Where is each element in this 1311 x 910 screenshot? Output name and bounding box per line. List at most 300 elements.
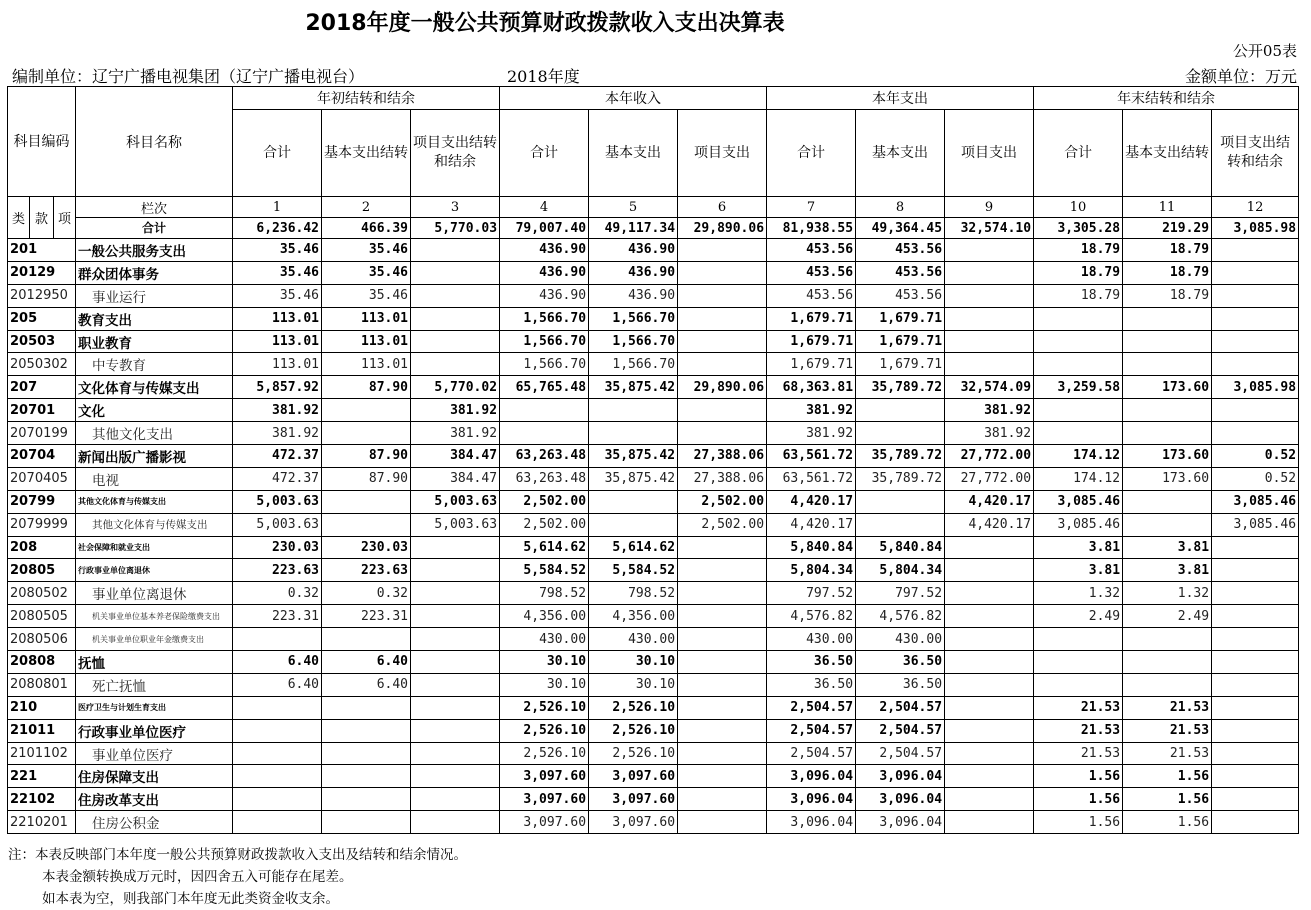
column-index: 12 [1212,197,1299,218]
total-cell: 79,007.40 [500,218,589,239]
amount-cell [1212,651,1299,674]
amount-cell [678,788,767,811]
header-sub: 合计 [1034,110,1123,197]
amount-cell: 0.52 [1212,467,1299,490]
amount-cell [945,536,1034,559]
amount-cell: 797.52 [856,582,945,605]
amount-cell: 3,085.46 [1034,490,1123,513]
amount-cell [678,673,767,696]
amount-cell: 453.56 [767,239,856,262]
amount-cell: 5,770.02 [411,376,500,399]
amount-cell [411,696,500,719]
amount-cell [1212,559,1299,582]
subject-name: 中专教育 [76,353,233,376]
amount-cell: 35,789.72 [856,445,945,468]
amount-cell: 1.56 [1123,811,1212,834]
subject-name: 死亡抚恤 [76,673,233,696]
amount-cell [589,422,678,445]
amount-cell: 174.12 [1034,445,1123,468]
column-index: 10 [1034,197,1123,218]
amount-cell [945,261,1034,284]
amount-cell: 2,502.00 [500,490,589,513]
amount-cell [411,788,500,811]
amount-cell: 174.12 [1034,467,1123,490]
amount-cell [678,559,767,582]
amount-cell [945,742,1034,765]
subject-name: 文化体育与传媒支出 [76,376,233,399]
amount-cell [1212,719,1299,742]
amount-cell [945,719,1034,742]
table-body [8,239,1299,834]
amount-cell: 2.49 [1034,605,1123,628]
amount-cell: 35,789.72 [856,376,945,399]
amount-cell [678,399,767,422]
amount-cell [322,490,411,513]
amount-cell: 30.10 [589,673,678,696]
amount-cell: 1.56 [1123,788,1212,811]
amount-cell [1123,490,1212,513]
amount-cell: 3,259.58 [1034,376,1123,399]
amount-cell: 4,420.17 [945,490,1034,513]
amount-cell: 68,363.81 [767,376,856,399]
amount-cell [233,788,322,811]
amount-cell: 2,504.57 [856,742,945,765]
amount-cell [1034,353,1123,376]
subject-code: 20805 [8,559,76,582]
amount-cell [411,765,500,788]
amount-cell: 36.50 [856,651,945,674]
amount-cell: 35.46 [233,239,322,262]
amount-cell: 381.92 [767,422,856,445]
column-index: 3 [411,197,500,218]
amount-cell: 1,679.71 [767,330,856,353]
table-row [8,696,1299,719]
amount-cell: 113.01 [233,330,322,353]
amount-cell [945,696,1034,719]
amount-cell: 5,614.62 [500,536,589,559]
amount-cell: 3,097.60 [589,765,678,788]
amount-cell [1123,422,1212,445]
amount-cell [322,628,411,651]
amount-cell: 3,096.04 [856,765,945,788]
amount-cell: 5,003.63 [233,513,322,536]
total-cell: 5,770.03 [411,218,500,239]
amount-cell: 1.32 [1123,582,1212,605]
amount-cell [1212,696,1299,719]
amount-cell: 430.00 [589,628,678,651]
amount-cell: 36.50 [856,673,945,696]
amount-cell: 18.79 [1034,284,1123,307]
subject-code: 210 [8,696,76,719]
amount-cell: 1.56 [1034,811,1123,834]
amount-cell: 4,576.82 [856,605,945,628]
amount-cell [945,330,1034,353]
total-cell: 49,364.45 [856,218,945,239]
column-index: 2 [322,197,411,218]
amount-cell [1212,261,1299,284]
amount-cell: 35,875.42 [589,467,678,490]
amount-cell [411,719,500,742]
table-row [8,239,1299,262]
amount-cell: 35.46 [322,284,411,307]
amount-cell: 384.47 [411,445,500,468]
total-cell: 6,236.42 [233,218,322,239]
amount-cell [411,742,500,765]
amount-cell [678,422,767,445]
amount-cell: 1,566.70 [500,353,589,376]
amount-cell: 2,526.10 [589,742,678,765]
footnote: 如本表为空，则我部门本年度无此类资金收支余。 [42,891,339,907]
subject-name: 其他文化支出 [76,422,233,445]
amount-cell [500,399,589,422]
amount-cell [1123,628,1212,651]
amount-cell [678,719,767,742]
amount-cell: 35,875.42 [589,445,678,468]
amount-cell [1034,651,1123,674]
table-row [8,399,1299,422]
amount-cell: 2,526.10 [500,719,589,742]
table-row [8,788,1299,811]
amount-cell: 430.00 [500,628,589,651]
amount-cell [233,811,322,834]
amount-cell: 3,097.60 [500,811,589,834]
subject-name: 事业运行 [76,284,233,307]
amount-cell [1212,765,1299,788]
footnotes [8,844,467,910]
subject-name: 一般公共服务支出 [76,239,233,262]
subject-name: 群众团体事务 [76,261,233,284]
amount-cell: 2,526.10 [589,696,678,719]
subject-code: 2079999 [8,513,76,536]
subject-name: 教育支出 [76,307,233,330]
amount-cell [945,582,1034,605]
amount-cell [411,284,500,307]
amount-cell [945,788,1034,811]
amount-cell: 6.40 [322,673,411,696]
amount-cell [1212,536,1299,559]
total-cell: 32,574.10 [945,218,1034,239]
amount-cell [678,696,767,719]
amount-cell: 436.90 [589,261,678,284]
header-sub: 合计 [233,110,322,197]
amount-cell [856,513,945,536]
form-number: 公开05表 [1232,42,1297,60]
total-cell: 3,305.28 [1034,218,1123,239]
amount-cell: 453.56 [856,261,945,284]
subject-name: 抚恤 [76,651,233,674]
amount-cell: 21.53 [1034,696,1123,719]
amount-cell: 4,420.17 [767,490,856,513]
amount-cell [678,239,767,262]
subject-code: 2210201 [8,811,76,834]
amount-cell [678,742,767,765]
amount-cell: 18.79 [1034,239,1123,262]
subject-code: 2070199 [8,422,76,445]
amount-cell [856,422,945,445]
amount-cell: 5,584.52 [589,559,678,582]
amount-cell: 2,504.57 [856,696,945,719]
header-sub: 合计 [500,110,589,197]
amount-cell: 4,356.00 [500,605,589,628]
amount-cell [1212,582,1299,605]
amount-cell: 381.92 [233,422,322,445]
amount-cell: 2,502.00 [500,513,589,536]
subject-name: 新闻出版广播影视 [76,445,233,468]
amount-cell: 223.31 [322,605,411,628]
amount-cell: 223.63 [322,559,411,582]
amount-cell: 0.52 [1212,445,1299,468]
column-index: 11 [1123,197,1212,218]
subject-code: 20503 [8,330,76,353]
amount-cell: 381.92 [233,399,322,422]
amount-cell [411,811,500,834]
amount-cell [411,536,500,559]
table-row [8,330,1299,353]
amount-cell [1034,399,1123,422]
amount-cell [322,788,411,811]
amount-cell [1212,239,1299,262]
amount-cell: 1,679.71 [767,353,856,376]
amount-cell [678,307,767,330]
subject-code: 2080505 [8,605,76,628]
amount-cell: 1,566.70 [589,307,678,330]
header-sub: 基本支出 [856,110,945,197]
subject-code: 2101102 [8,742,76,765]
amount-cell: 5,614.62 [589,536,678,559]
subject-code: 20704 [8,445,76,468]
amount-cell: 1,679.71 [856,330,945,353]
fiscal-year: 2018年度 [507,67,580,86]
amount-cell: 798.52 [500,582,589,605]
amount-cell: 2,504.57 [767,719,856,742]
subject-name: 行政事业单位医疗 [76,719,233,742]
amount-cell: 35.46 [233,261,322,284]
amount-cell: 3,096.04 [767,765,856,788]
header-sub: 合计 [767,110,856,197]
header-sub: 项目支出 [678,110,767,197]
amount-cell: 18.79 [1034,261,1123,284]
amount-cell [233,696,322,719]
amount-cell: 5,003.63 [233,490,322,513]
table-row [8,261,1299,284]
amount-cell: 384.47 [411,467,500,490]
amount-cell: 453.56 [767,284,856,307]
amount-cell: 113.01 [233,353,322,376]
amount-cell: 3.81 [1123,536,1212,559]
amount-cell [411,261,500,284]
amount-cell [678,353,767,376]
header-sub: 基本支出结转 [1123,110,1212,197]
column-index: 5 [589,197,678,218]
amount-cell [411,353,500,376]
amount-cell: 21.53 [1034,742,1123,765]
level-class: 类 [8,197,30,239]
amount-cell: 4,356.00 [589,605,678,628]
amount-cell: 3,097.60 [500,765,589,788]
amount-cell: 472.37 [233,445,322,468]
amount-cell: 35,875.42 [589,376,678,399]
amount-cell: 1,679.71 [856,307,945,330]
table-row [8,513,1299,536]
amount-cell [322,422,411,445]
subject-code: 205 [8,307,76,330]
subject-code: 22102 [8,788,76,811]
subject-name: 社会保障和就业支出 [76,536,233,559]
header-name: 科目名称 [76,87,233,197]
amount-cell [411,605,500,628]
subject-name: 机关事业单位职业年金缴费支出 [76,628,233,651]
amount-cell [945,559,1034,582]
subject-code: 2080506 [8,628,76,651]
amount-cell [1034,330,1123,353]
amount-cell: 5,804.34 [856,559,945,582]
header-group-opening: 年初结转和结余 [233,87,500,110]
amount-cell: 230.03 [322,536,411,559]
amount-cell: 2,502.00 [678,490,767,513]
header-code: 科目编码 [8,87,76,197]
amount-cell: 3.81 [1034,559,1123,582]
amount-cell [1123,353,1212,376]
subject-code: 201 [8,239,76,262]
amount-cell [678,330,767,353]
amount-cell [322,399,411,422]
amount-cell: 798.52 [589,582,678,605]
amount-cell [1212,788,1299,811]
amount-cell [678,605,767,628]
subject-code: 2080502 [8,582,76,605]
amount-cell [589,399,678,422]
amount-cell: 3,096.04 [767,788,856,811]
subject-code: 2080801 [8,673,76,696]
amount-cell: 3,097.60 [589,811,678,834]
amount-cell: 63,561.72 [767,445,856,468]
amount-cell [233,742,322,765]
amount-cell [945,307,1034,330]
table-row [8,628,1299,651]
amount-cell: 436.90 [589,284,678,307]
amount-cell: 6.40 [322,651,411,674]
reporting-unit: 编制单位：辽宁广播电视集团（辽宁广播电视台） [12,67,365,86]
header-sub: 基本支出结转 [322,110,411,197]
table-row [8,605,1299,628]
amount-cell: 5,003.63 [411,490,500,513]
subject-name: 行政事业单位离退休 [76,559,233,582]
header-sub: 项目支出 [945,110,1034,197]
subject-name: 职业教育 [76,330,233,353]
amount-cell: 430.00 [856,628,945,651]
amount-cell: 3,085.98 [1212,376,1299,399]
table-row [8,376,1299,399]
total-label: 合计 [76,218,233,239]
amount-cell [945,353,1034,376]
amount-cell [1123,330,1212,353]
amount-cell [945,673,1034,696]
subject-code: 2070405 [8,467,76,490]
amount-cell [1212,284,1299,307]
amount-cell [945,811,1034,834]
amount-cell: 18.79 [1123,284,1212,307]
amount-cell: 21.53 [1034,719,1123,742]
amount-cell [233,719,322,742]
amount-cell [1212,605,1299,628]
amount-cell: 173.60 [1123,445,1212,468]
amount-cell [1123,307,1212,330]
total-cell: 466.39 [322,218,411,239]
amount-cell: 381.92 [411,422,500,445]
amount-cell [1034,307,1123,330]
subject-name: 文化 [76,399,233,422]
table-row [8,582,1299,605]
column-index-label: 栏次 [76,197,233,218]
amount-cell [1034,422,1123,445]
amount-cell: 27,772.00 [945,445,1034,468]
amount-cell [945,605,1034,628]
amount-cell: 2,502.00 [678,513,767,536]
column-index: 6 [678,197,767,218]
table-row [8,422,1299,445]
amount-cell [322,811,411,834]
table-row [8,467,1299,490]
amount-cell: 2,526.10 [589,719,678,742]
amount-cell: 1,566.70 [500,330,589,353]
amount-cell: 30.10 [500,673,589,696]
amount-cell: 2,526.10 [500,742,589,765]
amount-cell: 36.50 [767,651,856,674]
footnote: 本表金额转换成万元时，因四舍五入可能存在尾差。 [42,869,353,885]
amount-cell: 2,526.10 [500,696,589,719]
total-cell: 81,938.55 [767,218,856,239]
amount-cell: 113.01 [233,307,322,330]
table-row [8,651,1299,674]
subject-name: 电视 [76,467,233,490]
amount-cell: 5,840.84 [856,536,945,559]
amount-cell [1212,399,1299,422]
amount-cell [411,330,500,353]
amount-cell: 35.46 [233,284,322,307]
amount-cell: 3.81 [1034,536,1123,559]
subject-code: 207 [8,376,76,399]
amount-cell: 3,085.46 [1212,513,1299,536]
amount-cell: 173.60 [1123,376,1212,399]
table-row [8,742,1299,765]
amount-cell [945,651,1034,674]
subject-code: 20129 [8,261,76,284]
header-sub: 项目支出结转和结余 [411,110,500,197]
amount-cell: 113.01 [322,307,411,330]
amount-cell: 3,096.04 [856,788,945,811]
amount-cell: 5,003.63 [411,513,500,536]
amount-cell [1123,673,1212,696]
table-row [8,490,1299,513]
amount-cell: 3,096.04 [767,811,856,834]
amount-cell: 21.53 [1123,742,1212,765]
amount-cell: 87.90 [322,445,411,468]
amount-cell: 3,085.46 [1034,513,1123,536]
amount-cell: 63,561.72 [767,467,856,490]
table-row [8,307,1299,330]
amount-cell: 3,085.46 [1212,490,1299,513]
amount-cell [411,559,500,582]
amount-cell [945,239,1034,262]
amount-cell: 5,857.92 [233,376,322,399]
budget-table [7,86,1299,834]
amount-cell: 1.56 [1123,765,1212,788]
column-index: 7 [767,197,856,218]
amount-cell: 87.90 [322,376,411,399]
amount-cell: 436.90 [500,239,589,262]
table-row [8,719,1299,742]
amount-cell: 453.56 [856,239,945,262]
